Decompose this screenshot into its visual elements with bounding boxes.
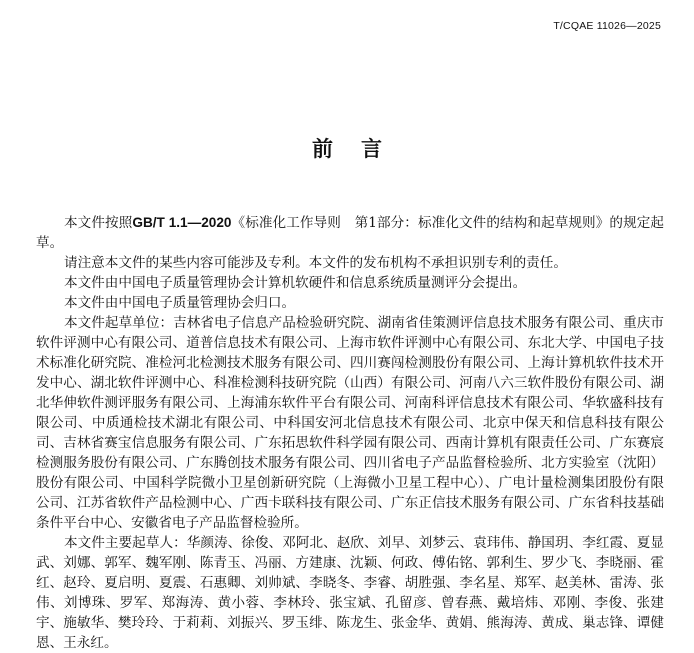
paragraph-drafting-rules xyxy=(36,213,664,253)
foreword-body xyxy=(36,213,664,653)
page-title: 前言 xyxy=(312,137,410,161)
paragraph-drafting-rules-post: 《标准化工作导则 第1部分：标准化文件的结构和起草规则》的规定起草。 xyxy=(36,215,665,251)
standard-code: T/CQAE 11026—2025 xyxy=(553,20,661,32)
paragraph-proposed-by: 本文件由中国电子质量管理协会计算机软硬件和信息系统质量测评分会提出。 xyxy=(64,275,527,291)
paragraph-drafting-rules-pre: 本文件按照 xyxy=(64,215,133,231)
paragraph-drafters: 本文件主要起草人：华颜涛、徐俊、邓阿北、赵欣、刘早、刘梦云、袁玮伟、静国玥、李红霞、夏显武、刘娜、郭军、魏军刚、陈青玉、冯丽、方建康、沈颖、何政、傅佑铭、郭利生、罗少飞、李晓丽、霍红、赵玲、夏启明、夏震、石惠卿、刘帅斌、李晓冬、李睿、胡胜强、李名星、郑军、赵美林、雷涛、张伟、刘博珠、罗军、郑海涛、黄小蓉、李林玲、张宝斌、孔留彦、曾春燕、戴培炜、邓刚、李俊、张建宇、施敏华、樊玲玲、于莉莉、刘振兴、罗玉绯、陈龙生、张金华、黄娟、熊海涛、黄成、巢志锋、谭健恩、王永红。 xyxy=(36,535,664,651)
paragraph-patent-notice: 请注意本文件的某些内容可能涉及专利。本文件的发布机构不承担识别专利的责任。 xyxy=(64,255,567,271)
paragraph-drafting-organizations: 本文件起草单位：吉林省电子信息产品检验研究院、湖南省佳策测评信息技术服务有限公司、重庆市软件评测中心有限公司、道普信息技术有限公司、上海市软件评测中心有限公司、东北大学、中国电子技术标准化研究院、准检河北检测技术服务有限公司、四川赛闯检测股份有限公司、上海计算机软件技术开发中心、湖北软件评测中心、科准检测科技研究院（山西）有限公司、河南八六三软件股份有限公司、湖北华伸软件测评服务有限公司、上海浦东软件平台有限公司、河南科评信息技术有限公司、华软盛科技有限公司、中质通检技术湖北有限公司、中科国安河北信息技术有限公司、北京中保天和信息科技有限公司、吉林省赛宝信息服务有限公司、广东拓思软件科学园有限公司、西南计算机有限责任公司、广东赛宸检测服务股份有限公司、广东腾创技术服务有限公司、四川省电子产品监督检验所、北方实验室（沈阳）股份有限公司、中国科学院微小卫星创新研究院（上海微小卫星工程中心）、广电计量检测集团股份有限公司、江苏省软件产品检测中心、广西卡联科技有限公司、广东正信技术服务有限公司、广东省科技基础条件平台中心、安徽省电子产品监督检验所。 xyxy=(36,315,664,531)
paragraph-managed-by: 本文件由中国电子质量管理协会归口。 xyxy=(64,295,296,311)
standard-reference: GB/T 1.1—2020 xyxy=(132,215,232,230)
